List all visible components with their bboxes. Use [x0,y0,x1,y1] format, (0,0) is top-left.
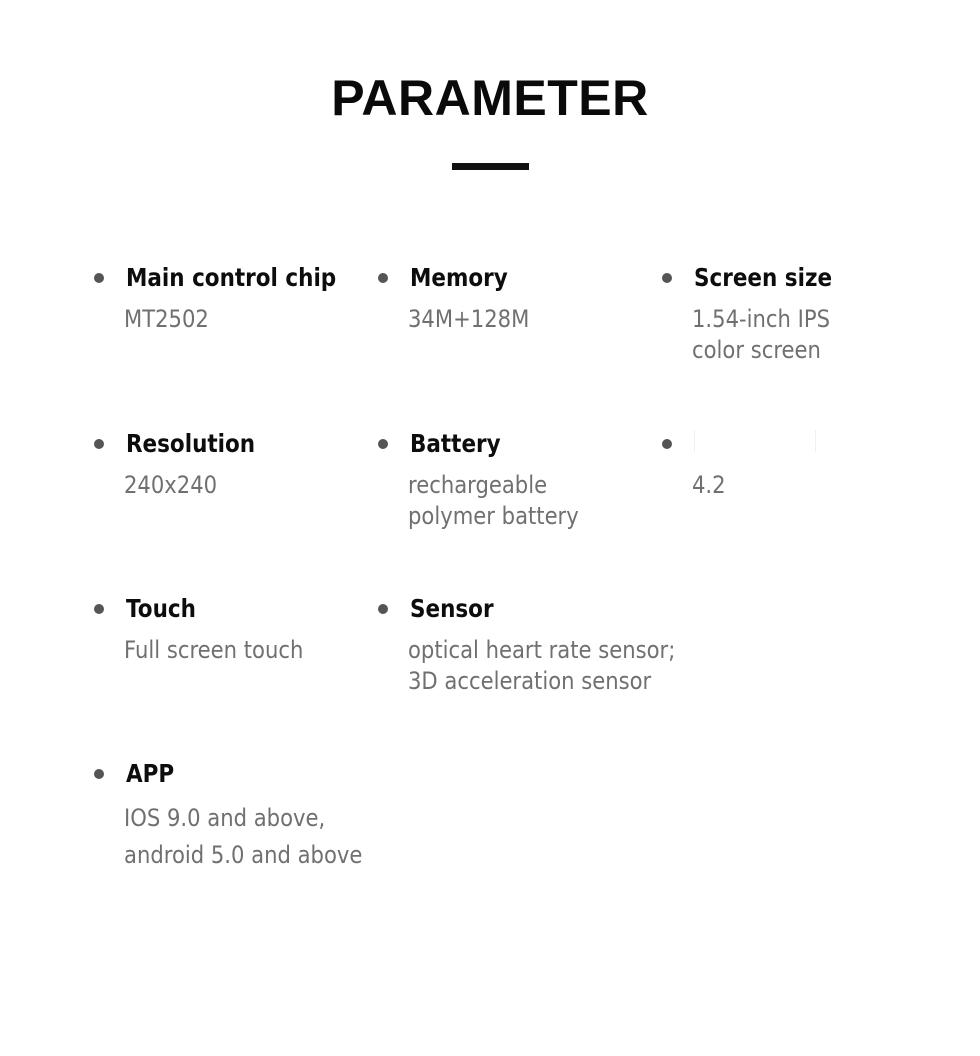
param-label: Resolution [126,429,256,458]
bullet-icon [94,769,104,779]
param-label: APP [126,759,175,788]
param-label-blank [694,430,816,452]
param-label: Memory [410,263,508,292]
param-label: Screen size [694,263,833,292]
param-label: Touch [126,594,196,623]
bullet-icon [378,439,388,449]
param-value: IOS 9.0 and above, android 5.0 and above [124,804,363,869]
param-value: Full screen touch [124,636,304,664]
param-value: optical heart rate sensor; 3D acceleration sensor [408,636,676,695]
bullet-icon [94,439,104,449]
param-value: MT2502 [124,305,209,333]
bullet-icon [378,273,388,283]
param-label: Sensor [410,594,494,623]
param-value: 1.54-inch IPS color screen [692,305,830,364]
bullet-icon [662,273,672,283]
param-label: Main control chip [126,263,337,292]
param-value: rechargeable polymer battery [408,471,579,530]
title-underline [452,163,529,170]
bullet-icon [378,604,388,614]
bullet-icon [662,439,672,449]
param-value: 4.2 [692,471,726,499]
bullet-icon [94,604,104,614]
param-label: Battery [410,429,501,458]
bullet-icon [94,273,104,283]
page-title: PARAMETER [331,70,649,126]
param-value: 34M+128M [408,305,530,333]
param-value: 240x240 [124,471,218,499]
